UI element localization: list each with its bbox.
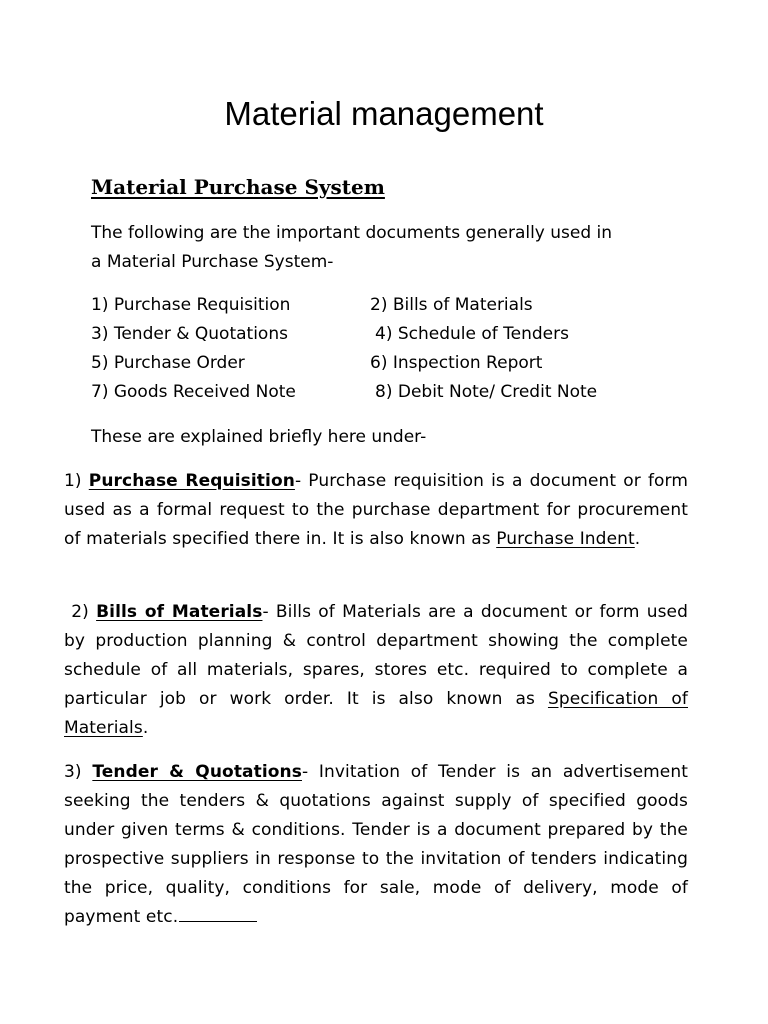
page-title: Material management xyxy=(224,95,544,132)
documents-row xyxy=(91,291,691,320)
fill-in-blank-line xyxy=(179,920,257,922)
paragraph-number: 1) xyxy=(64,471,89,491)
section-heading: Material Purchase System xyxy=(91,175,385,199)
documents-row xyxy=(91,349,691,378)
paragraph-alias: Specification of Materials xyxy=(64,689,688,738)
paragraph-text: - Invitation of Tender is an advertisement seeking the tenders & quotations against supply of specified goods under given terms & conditions. Tender is a document prepared by the prospective suppliers in response to the invitation of tenders indicating the price, quality, conditions for sale, mode of delivery, mode of payment etc. xyxy=(64,762,688,927)
document-item: 8) Debit Note/ Credit Note xyxy=(375,382,598,402)
document-item: 4) Schedule of Tenders xyxy=(375,324,569,344)
paragraph-text: - Bills of Materials are a document or form used by production planning & control department showing the complete schedule of all materials, spares, stores etc. required to complete a particular job or work order. It is also known as xyxy=(64,602,688,709)
document-item: 1) Purchase Requisition xyxy=(91,295,291,315)
paragraph-text: - Purchase requisition is a document or form used as a formal request to the purchase department for procurement of materials specified there in. It is also known as xyxy=(64,471,688,549)
documents-row xyxy=(91,320,691,349)
paragraph-alias: Purchase Indent xyxy=(496,529,635,549)
paragraph-purchase-requisition xyxy=(64,467,688,554)
document-item: 3) Tender & Quotations xyxy=(91,324,288,344)
intro-line-1: The following are the important documents generally used in xyxy=(91,223,613,243)
intro-text xyxy=(91,219,691,277)
paragraph-end: . xyxy=(142,718,149,738)
document-item: 2) Bills of Materials xyxy=(370,295,533,315)
paragraph-tender-quotations xyxy=(64,758,688,932)
paragraph-bills-of-materials xyxy=(64,598,688,743)
paragraph-number: 3) xyxy=(64,762,93,782)
document-item: 6) Inspection Report xyxy=(370,353,543,373)
paragraph-end: . xyxy=(634,529,641,549)
explain-lead: These are explained briefly here under- xyxy=(91,427,427,447)
documents-list xyxy=(91,291,691,407)
paragraph-term: Tender & Quotations xyxy=(92,762,302,782)
document-item: 5) Purchase Order xyxy=(91,353,245,373)
paragraph-number: 2) xyxy=(64,602,97,622)
paragraph-term: Purchase Requisition xyxy=(88,471,295,491)
document-item: 7) Goods Received Note xyxy=(91,382,296,402)
intro-line-2: a Material Purchase System- xyxy=(91,252,334,272)
documents-row xyxy=(91,378,691,407)
paragraph-term: Bills of Materials xyxy=(96,602,263,622)
